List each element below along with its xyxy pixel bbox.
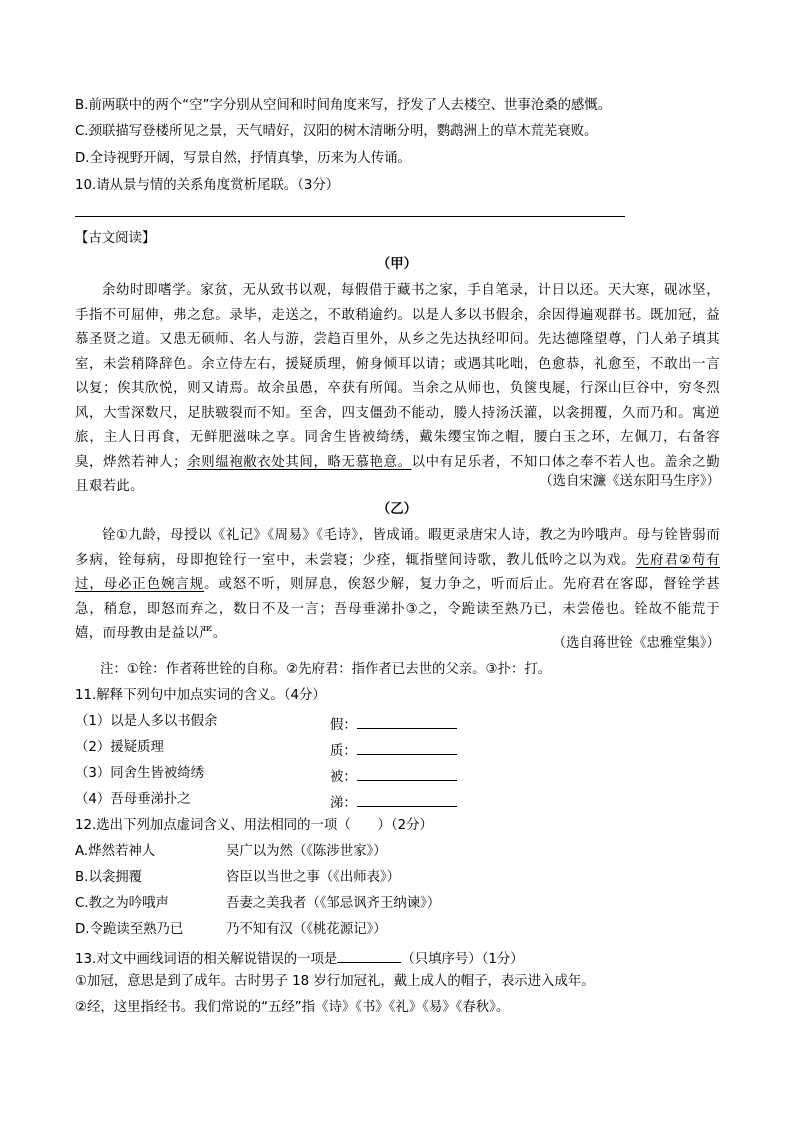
q11-item-4-answer: 涕： (330, 792, 457, 812)
section-title: 【古文阅读】 (75, 231, 156, 246)
passage-jia-source: （选自宋濂《送东阳马生序》） (539, 474, 720, 489)
answer-blank[interactable] (357, 740, 457, 755)
q11-item-4-sentence: （4）吾母垂涕扑之 (75, 792, 191, 807)
yi-underlined-sentence: 先府君②苟有过，母必正色婉言规 (75, 552, 720, 592)
q12-option-c-right: 吾妻之美我者（《邹忌讽齐王纳谏》） (226, 896, 441, 911)
question-10: 10.请从景与情的关系角度赏析尾联。（3分） (75, 178, 340, 193)
yi-text-before: 铨①九龄，母授以《礼记》《周易》《毛诗》，皆成诵。暇更录唐宋人诗，教之为吟哦声。母与铨皆弱而多病，铨每病，母即抱铨行一室中，未尝寝；少痊，辄指壁间诗歌，教儿低吟之以为戏。 (75, 528, 720, 568)
passage-yi-notes: 注：①铨：作者蒋世铨的自称。②先府君：指作者已去世的父亲。③扑：打。 (100, 662, 552, 677)
q11-item-3-sentence: （3）同舍生皆被绮绣 (75, 766, 205, 781)
q12-option-b-left: B.以衾拥覆 (75, 870, 143, 885)
q11-item-1-sentence: （1）以是人多以书假余 (75, 714, 218, 729)
q11-item-2-sentence: （2）援疑质理 (75, 740, 164, 755)
answer-line-q10 (75, 216, 625, 217)
q12-option-b-right: 咨臣以当世之事（《出师表》） (226, 870, 401, 885)
q12-option-a-left: A.烨然若神人 (75, 844, 156, 859)
answer-blank[interactable] (337, 948, 401, 963)
question-12-stem: 12.选出下列加点虚词含义、用法相同的一项（ ）（2分） (75, 818, 433, 833)
q12-option-d-left: D.令跪读至熟乃已 (75, 922, 184, 937)
answer-blank[interactable] (357, 766, 457, 781)
passage-jia-heading: （甲） (376, 257, 418, 272)
q12-option-a-right: 吴广以为然（《陈涉世家》） (226, 844, 387, 859)
q11-item-1-answer: 假： (330, 714, 457, 734)
answer-blank[interactable] (357, 792, 457, 807)
q13-item-1: ①加冠，意思是到了成年。古时男子 18 岁行加冠礼，戴上成人的帽子，表示进入成年。 (75, 974, 595, 989)
passage-jia-text (75, 279, 720, 500)
option-d: D.全诗视野开阔，写景自然，抒情真挚，历来为人传诵。 (75, 151, 411, 166)
passage-yi-text (75, 524, 720, 647)
passage-yi-heading: （乙） (376, 502, 418, 517)
option-c: C.颈联描写登楼所见之景，天气晴好，汉阳的树木清晰分明，鹦鹉洲上的草木荒芜衰败。 (75, 124, 598, 139)
question-13-stem: 13.对文中画线词语的相关解说错误的一项是 （只填序号）（1分） (75, 948, 524, 968)
q11-item-3-answer: 被： (330, 766, 457, 786)
yi-text-after: 。或怒不听，则屏息，俟怒少解，复力争之，听而后止。先府君在客邸，督铨学甚急，稍怠，即怒而弃之，数日不及一言；吾母垂涕扑③之，令跪读至熟乃已，未尝倦也。铨故不能荒于嬉，而母教由是益以严。 (75, 577, 720, 641)
q12-option-c-left: C.教之为吟哦声 (75, 896, 169, 911)
passage-yi-source: （选自蒋世铨《忠雅堂集》） (552, 636, 720, 651)
option-b: B.前两联中的两个“空”字分别从空间和时间角度来写，抒发了人去楼空、世事沧桑的感慨。 (75, 98, 612, 113)
q11-item-2-answer: 质： (330, 740, 457, 760)
question-11-stem: 11.解释下列句中加点实词的含义。（4分） (75, 688, 326, 703)
jia-text-after: 以中有足乐者，不知口体之奉不若人也。盖余之勤且艰若此。 (75, 454, 720, 494)
jia-underlined-sentence: 余则缊袍敝衣处其间，略无慕艳意。 (186, 454, 412, 470)
q12-option-d-right: 乃不知有汉（《桃花源记》） (226, 922, 387, 937)
q13-item-2: ②经，这里指经书。我们常说的“五经”指《诗》《书》《礼》《易》《春秋》。 (75, 1000, 510, 1015)
answer-blank[interactable] (357, 714, 457, 729)
jia-text-before: 余幼时即嗜学。家贫，无从致书以观，每假借于藏书之家，手自笔录，计日以还。天大寒，砚冰坚，手指不可屈伸，弗之怠。录毕，走送之，不敢稍逾约。以是人多以书假余，余因得遍观群书。既加冠，益慕圣贤之道。又患无硕师、名人与游，尝趋百里外，从乡之先达执经叩问。先达德隆望尊，门人弟子填其室，未尝稍降辞色。余立侍左右，援疑质理，俯身倾耳以请；或遇其叱咄，色愈恭，礼愈至，不敢出一言以复；俟其欣悦，则又请焉。故余虽愚，卒获有所闻。当余之从师也，负箧曳屣，行深山巨谷中，穷冬烈风，大雪深数尺，足肤皲裂而不知。至舍，四支僵劲不能动，媵人持汤沃灌，以衾拥覆，久而乃和。寓逆旅，主人日再食，无鲜肥滋味之享。同舍生皆被绮绣，戴朱缨宝饰之帽，腰白玉之环，左佩刀，右备容臭，烨然若神人； (75, 283, 720, 470)
